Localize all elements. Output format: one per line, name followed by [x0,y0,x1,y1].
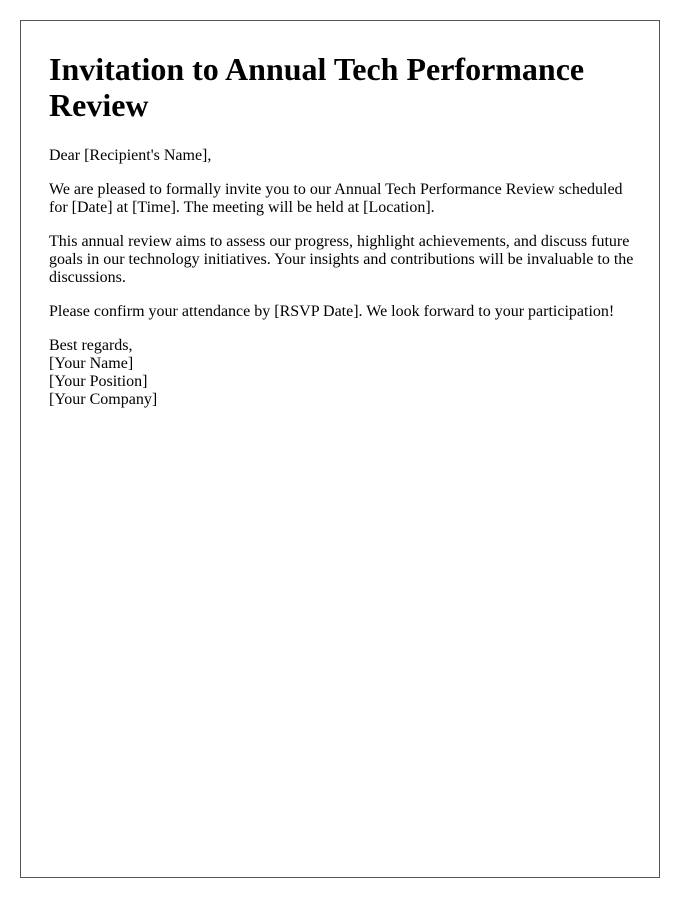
sender-position: [Your Position] [49,373,148,390]
letter-page [20,20,660,878]
salutation: Dear [Recipient's Name], [49,147,212,164]
body-paragraph-invitation: We are pleased to formally invite you to our Annual Tech Performance Review scheduled for [Date] at [Time]. The meeting will be held at [Location]. [49,181,623,216]
letter-content [49,51,634,425]
sender-name: [Your Name] [49,355,134,372]
valediction: Best regards, [49,337,133,354]
letter-title: Invitation to Annual Tech Performance Review [49,51,585,123]
body-paragraph-rsvp: Please confirm your attendance by [RSVP Date]. We look forward to your participation! [49,303,615,320]
closing-block [49,337,634,409]
sender-company: [Your Company] [49,391,158,408]
body-paragraph-purpose: This annual review aims to assess our progress, highlight achievements, and discuss future goals in our technology initiatives. Your insights and contributions will be invaluable to the discussions. [49,233,634,286]
